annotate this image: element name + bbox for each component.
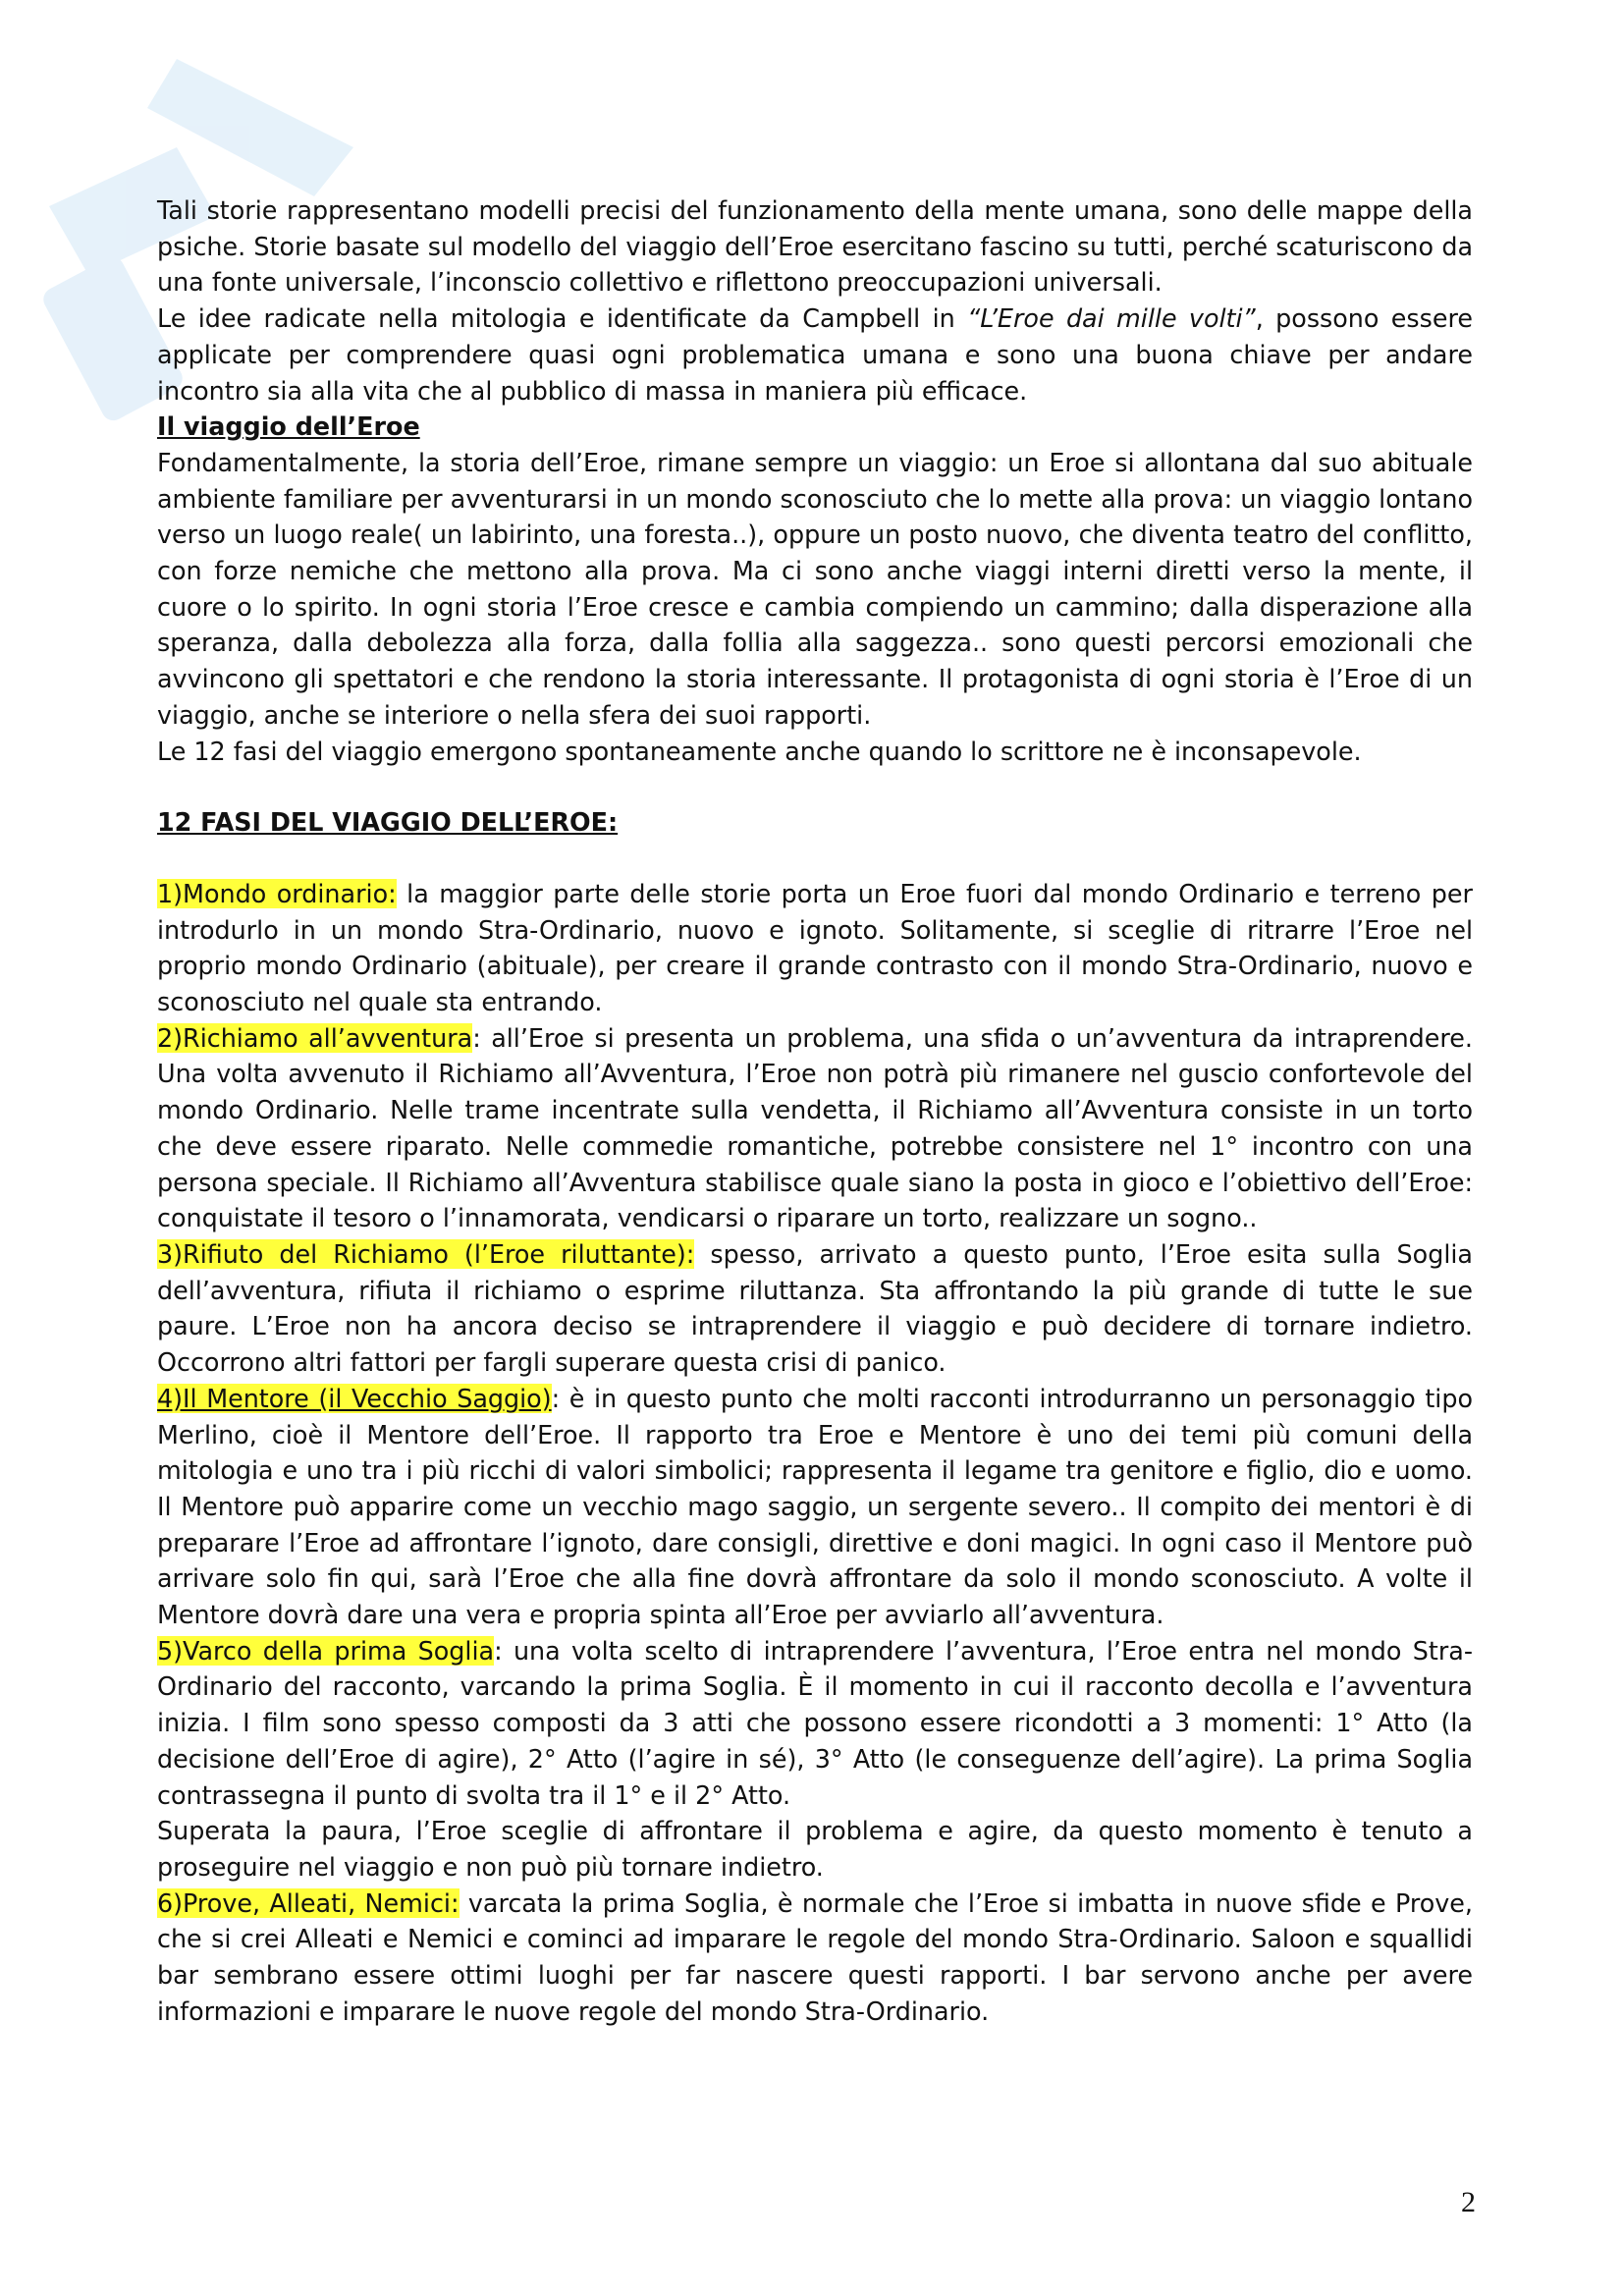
phase-text: : è in questo punto che molti racconti introdurranno un personaggio tipo Merlino, cioè il Mentore dell’Eroe. Il rapporto tra Eroe e Mentore è uno dei temi più comuni della mitologia e uno tra i più ricchi di valori simbolici; rappresenta il legame tra genitore e figlio, dio e uomo. Il Mentore può apparire come un vecchio mago saggio, un sergente severo.. Il compito dei mentori è di preparare l’Eroe ad affrontare l’ignoto, dare consigli, direttive e doni magici. In ogni caso il Mentore può arrivare solo fin qui, sarà l’Eroe che alla fine dovrà affrontare da solo il mondo sconosciuto. A volte il Mentore dovrà dare una vera e propria spinta all’Eroe per avviarlo all’avventura. xyxy=(157,1383,1473,1630)
phase-text: : una volta scelto di intraprendere l’avventura, l’Eroe entra nel mondo Stra-Ordinario del racconto, varcando la prima Soglia. È il momento in cui il racconto decolla e l’avventura inizia. I film sono spesso composti da 3 atti che possono essere ricondotti a 3 momenti: 1° Atto (la decisione dell’Eroe di agire), 2° Atto (l’agire in sé), 3° Atto (le conseguenze dell’agire). La prima Soglia contrassegna il punto di svolta tra il 1° e il 2° Atto. xyxy=(157,1635,1473,1810)
phase-text: la maggior parte delle storie porta un Eroe fuori dal mondo Ordinario e terreno per introdurlo in un mondo Stra-Ordinario, nuovo e ignoto. Solitamente, si sceglie di ritrarre l’Eroe nel proprio mondo Ordinario (abituale), per creare il grande contrasto con il mondo Stra-Ordinario, nuovo e sconosciuto nel quale sta entrando. xyxy=(157,878,1473,1017)
section-closing-paragraph: Le 12 fasi del viaggio emergono spontaneamente anche quando lo scrittore ne è inconsapevole. xyxy=(157,736,1362,766)
phase-label: 5)Varco della prima Soglia xyxy=(157,1635,495,1666)
phase-5 xyxy=(157,1633,1473,1814)
section-paragraph: Fondamentalmente, la storia dell’Eroe, rimane sempre un viaggio: un Eroe si allontana dal suo abituale ambiente familiare per avventurarsi in un mondo sconosciuto che lo mette alla prova: un viaggio lontano verso un luogo reale( un labirinto, una foresta..), oppure un posto nuovo, che diventa teatro del conflitto, con forze nemiche che mettono alla prova. Ma ci sono anche viaggi interni diretti verso la mente, il cuore o lo spirito. In ogni storia l’Eroe cresce e cambia compiendo un cammino; dalla disperazione alla speranza, dalla debolezza alla forza, dalla follia alla saggezza.. sono questi percorsi emozionali che avvincono gli spettatori e che rendono la storia interessante. Il protagonista di ogni storia è l’Eroe di un viaggio, anche se interiore o nella sfera dei suoi rapporti. xyxy=(157,447,1473,730)
phase-text: spesso, arrivato a questo punto, l’Eroe esita sulla Soglia dell’avventura, rifiuta il richiamo o esprime riluttanza. Sta affrontando la più grande di tutte le sue paure. L’Eroe non ha ancora deciso se intraprendere il viaggio e può decidere di tornare indietro. Occorrono altri fattori per fargli superare questa crisi di panico. xyxy=(157,1238,1473,1378)
page-content xyxy=(157,192,1473,2029)
phase-text: Superata la paura, l’Eroe sceglie di affrontare il problema e agire, da questo momento è tenuto a proseguire nel viaggio e non può più tornare indietro. xyxy=(157,1816,1473,1882)
phases-title: 12 FASI DEL VIAGGIO DELL’EROE: xyxy=(157,807,619,838)
section-heading: Il viaggio dell’Eroe xyxy=(157,411,420,442)
phase-text: : all’Eroe si presenta un problema, una sfida o un’avventura da intraprendere. Una volta avvenuto il Richiamo all’Avventura, l’Eroe non potrà più rimanere nel guscio confortevole del mondo Ordinario. Nelle trame incentrate sulla vendetta, il Richiamo all’Avventura consiste in un torto che deve essere riparato. Nelle commedie romantiche, potrebbe consistere nel 1° incontro con una persona speciale. Il Richiamo all’Avventura stabilisce quale siano la posta in gioco e l’obiettivo dell’Eroe: conquistate il tesoro o l’innamorata, vendicarsi o riparare un torto, realizzare un sogno.. xyxy=(157,1022,1473,1233)
campbell-text-before: Le idee radicate nella mitologia e identificate da Campbell in xyxy=(157,303,968,334)
phase-label: 2)Richiamo all’avventura xyxy=(157,1022,473,1053)
phase-text: varcata la prima Soglia, è normale che l’Eroe si imbatta in nuove sfide e Prove, che si crei Alleati e Nemici e cominci ad imparare le regole del mondo Stra-Ordinario. Saloon e squallidi bar sembrano essere ottimi luoghi per far nascere questi rapporti. I bar servono anche per avere informazioni e imparare le nuove regole del mondo Stra-Ordinario. xyxy=(157,1887,1473,2026)
page-number: 2 xyxy=(1461,2186,1476,2218)
phase-label: 6)Prove, Alleati, Nemici: xyxy=(157,1887,460,1918)
campbell-paragraph xyxy=(157,301,1473,409)
intro-paragraph: Tali storie rappresentano modelli precisi del funzionamento della mente umana, sono delle mappe della psiche. Storie basate sul modello del viaggio dell’Eroe esercitano fascino su tutti, perché scaturiscono da una fonte universale, l’inconscio collettivo e riflettono preoccupazioni universali. xyxy=(157,195,1473,298)
book-title: “L’Eroe dai mille volti” xyxy=(967,303,1256,334)
phase-3 xyxy=(157,1236,1473,1381)
phase-1 xyxy=(157,876,1473,1020)
campbell-text-after: , possono essere applicate per comprendere quasi ogni problematica umana e sono una buona chiave per andare incontro sia alla vita che al pubblico di massa in maniera più efficace. xyxy=(157,303,1474,406)
phase-label: 1)Mondo ordinario: xyxy=(157,878,397,908)
phase-label: 3)Rifiuto del Richiamo (l’Eroe riluttante): xyxy=(157,1238,695,1269)
phase-4 xyxy=(157,1381,1473,1633)
phase-2 xyxy=(157,1020,1473,1236)
phase-6 xyxy=(157,1886,1473,2030)
phase-label: 4)Il Mentore (il Vecchio Saggio) xyxy=(157,1383,552,1413)
phase-5-continuation xyxy=(157,1813,1473,1885)
